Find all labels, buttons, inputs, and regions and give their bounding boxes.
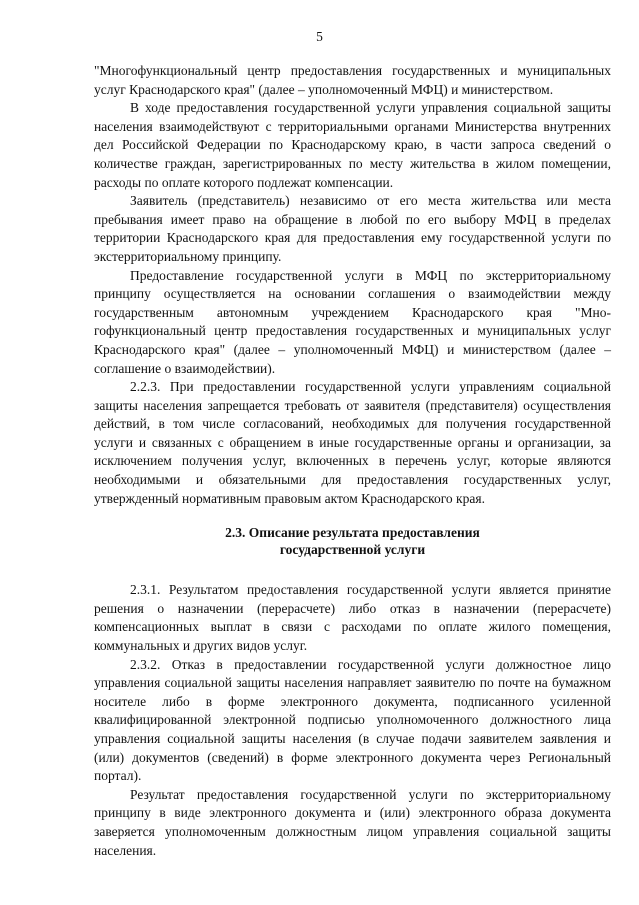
paragraph-extraterritorial-agreement: Предоставление государственной услуги в МФЦ по экстерриториальному принципу осуществляется на основании соглашения о взаимодействии между государственным автономным учреждением Краснодарского края "Многофункциональный центр предоставления государственных и муниципальных услуг Краснодарского края" (далее – уполномоченный МФЦ) и министерством (далее – соглашение о взаимодействии). — [94, 267, 611, 376]
section-heading-line-1: 2.3. Описание результата предоставления — [225, 525, 480, 541]
page-number: 5 — [316, 29, 323, 44]
paragraph-continuation: "Многофункциональный центр предоставления государственных и муниципальных услуг Краснодарского края" (далее – уполномоченный МФЦ) и министерством. — [94, 63, 611, 97]
page-body — [94, 62, 611, 860]
paragraph-2-3-2: 2.3.2. Отказ в предоставлении государственной услуги должностное лицо управления социальной защиты населения направляет заявителю по почте на бумажном носителе либо в форме электронного документа, подписанного усиленной квалифицированной электронной подписью уполномоченного должностного лица управления социальной защиты населения (в случае подачи заявителем заявления и (или) документов (сведений) в форме электронного документа через Региональный портал). — [94, 656, 611, 784]
section-heading-2-3 — [94, 524, 611, 558]
paragraph-applicant-right: Заявитель (представитель) независимо от его места жительства или места пребывания имеет право на обращение в любой по его выбору МФЦ в пределах территории Краснодарского края для предоставления ему государственной услуги по экстерриториальному принципу. — [94, 193, 611, 264]
section-heading-line-2: государственной услуги — [279, 542, 426, 558]
paragraph-2-2-3: 2.2.3. При предоставлении государственной услуги управлениям социальной защиты населения запрещается требовать от заявителя (представителя) осуществления действий, в том числе согласований, необходимых для получения государственной услуги и связанных с обращением в иные государственные органы и организации, за исключением получения услуг, включенных в перечень услуг, которые являются необходимыми и обязательными для предоставления государственных услуг, утвержденный нормативным правовым актом Краснодарского края. — [94, 379, 611, 506]
paragraph-interaction-mvd: В ходе предоставления государственной услуги управления социальной защиты населения взаимодействуют с территориальными органами Министерства внутренних дел Российской Федерации по Краснодарскому краю, в части запроса сведений о количестве граждан, зарегистрированных по месту жительства в жилом помещении, расходы по оплате которого подлежат компенсации. — [94, 100, 611, 190]
paragraph-extraterritorial-result: Результат предоставления государственной услуги по экстерриториальному принципу в виде электронного документа и (или) электронного образа документа заверяется уполномоченным должностным лицом управления социальной защиты населения. — [94, 786, 611, 858]
paragraph-2-3-1: 2.3.1. Результатом предоставления государственной услуги является принятие решения о назначении (перерасчете) либо отказ в назначении (перерасчете) компенсационных выплат в связи с расходами по оплате жилого помещения, коммунальных и других видов услуг. — [94, 582, 611, 654]
